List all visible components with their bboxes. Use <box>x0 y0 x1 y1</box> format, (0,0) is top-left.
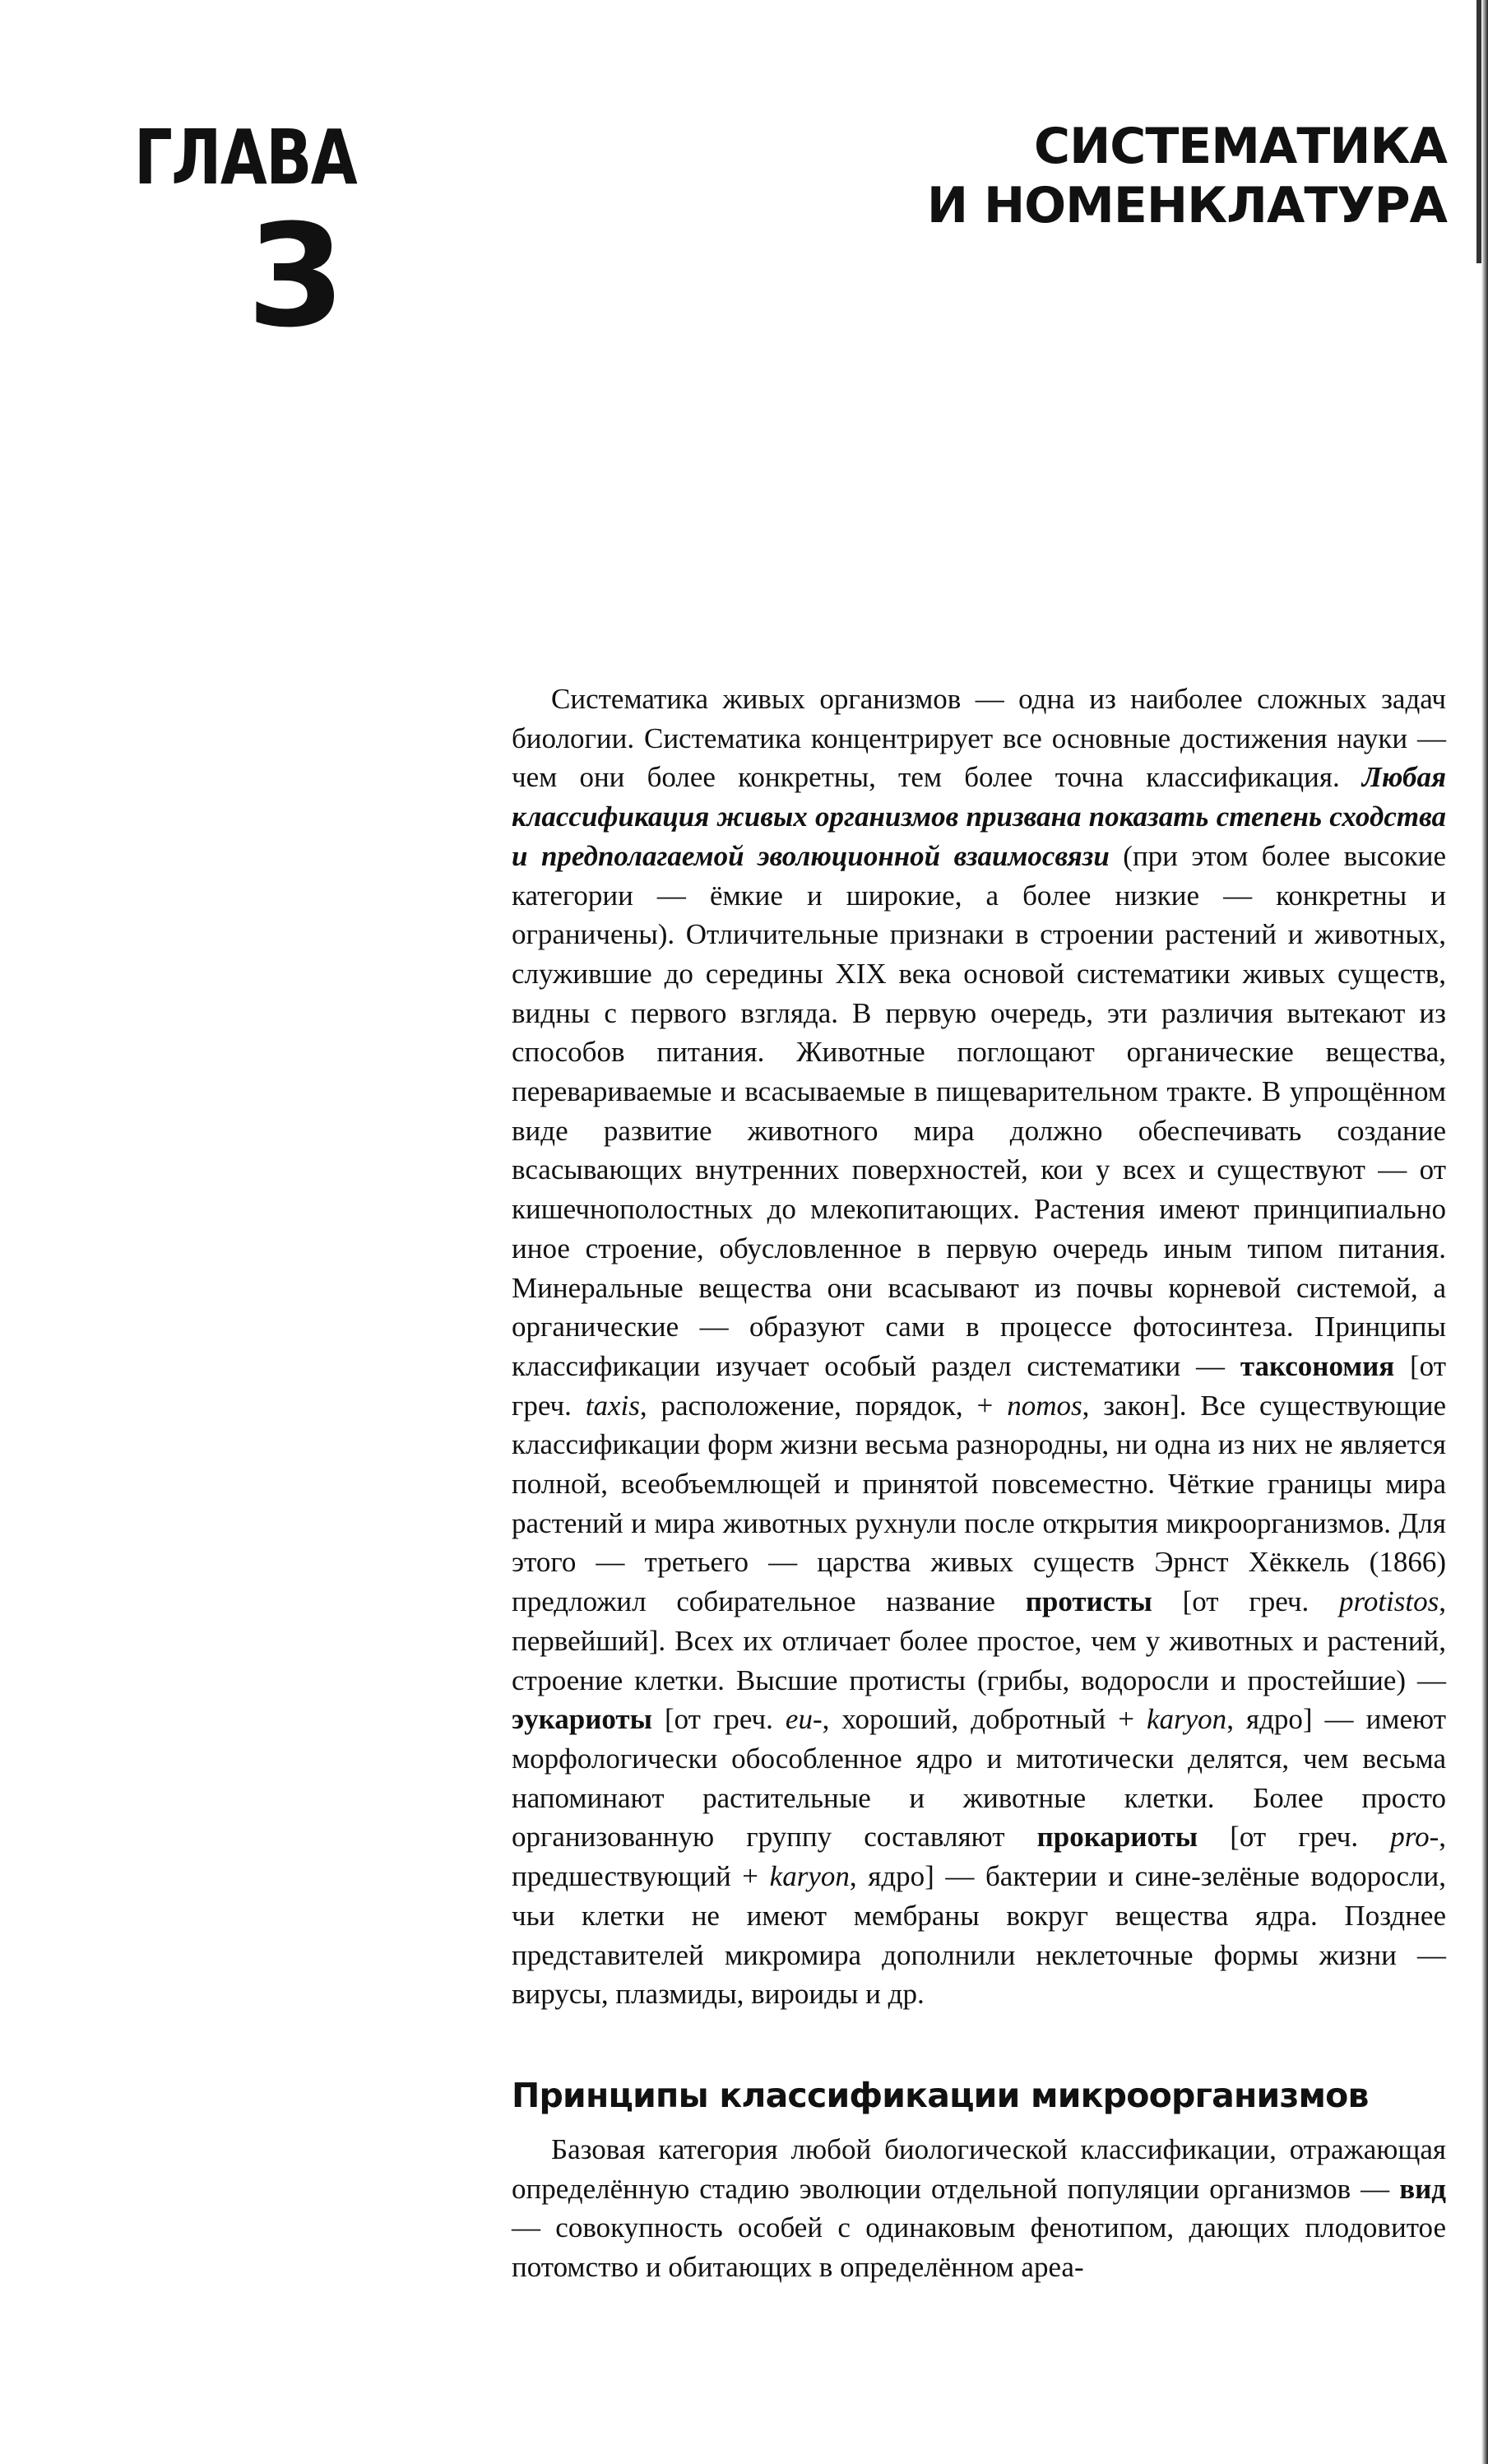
text-run: [от греч. <box>1152 1585 1339 1618</box>
latin-term: nomos <box>1007 1389 1082 1422</box>
text-run: (при этом более высокие категории — ёмкие и широкие, а более низкие — конкретны и ограничены). Отличительные признаки в строении растений и животных, служившие до середины XIX века основой систематики живых существ, видны с первого взгляда. В первую очередь, эти различия вытекают из способов питания. Животные поглощают органические вещества, перевариваемые и всасываемые в пищеварительном тракте. В упрощённом виде развитие животного мира должно обеспечивать создание всасывающих внутренних поверхностей, кои у всех и существуют — от кишечнополостных до млекопитающих. Растения имеют принципиально иное строение, обусловленное в первую очередь иным типом питания. Минеральные вещества они всасывают из почвы корневой системой, а органические — образуют сами в процессе фотосинтеза. Принципы классификации изучает особый раздел систематики — <box>512 839 1446 1382</box>
paragraph-intro <box>512 680 1446 2014</box>
text-run: Базовая категория любой биологической классификации, отражающая определённую стадию эволюции отдельной популяции организмов — <box>512 2133 1446 2205</box>
text-run: , первейший]. Всех их отличает более простое, чем у животных и растений, строение клетки. Высшие протисты (грибы, водоросли и простейшие) — <box>512 1585 1446 1696</box>
paragraph-species <box>512 2130 1446 2287</box>
text-run: [от греч. <box>1198 1821 1391 1854</box>
scan-edge <box>1481 0 1488 2464</box>
chapter-title-line1: СИСТЕМАТИКА <box>1034 118 1447 175</box>
text-run: , ядро] — бактерии и сине-зелёные водоросли, чьи клетки не имеют мембраны вокруг вещества ядра. Позднее представителей микромира дополнили неклеточные формы жизни — вирусы, плазмиды, вироиды и др. <box>512 1860 1446 2011</box>
latin-term: pro- <box>1390 1821 1439 1854</box>
latin-term: karyon <box>1146 1703 1227 1736</box>
chapter-number: 3 <box>247 193 345 359</box>
section-heading: Принципы классификации микроорганизмов <box>512 2076 1369 2115</box>
text-run: [от греч. <box>651 1703 786 1736</box>
text-run: , закон]. Все существующие классификации форм жизни весьма разнородны, ни одна из них не является полной, всеобъемлющей и принятой повсеместно. Чёткие границы мира растений и мира животных рухнули после открытия микроорганизмов. Для этого — третьего — царства живых существ Эрнст Хёккель (1866) предложил собирательное название <box>512 1389 1446 1618</box>
chapter-title <box>927 117 1447 235</box>
text-run: Систематика живых организмов — одна из наиболее сложных задач биологии. Систематика концентрирует все основные достижения науки — чем они более конкретны, тем более точна классификация. <box>512 683 1446 794</box>
text-run: — совокупность особей с одинаковым фенотипом, дающих плодовитое потомство и обитающих в определённом ареа- <box>512 2211 1446 2284</box>
chapter-label: ГЛАВА <box>134 114 357 202</box>
body-column-top <box>512 680 1446 2014</box>
latin-term: karyon <box>769 1860 850 1893</box>
chapter-title-line2: И НОМЕНКЛАТУРА <box>926 177 1447 234</box>
text-run: , предшествующий + <box>512 1821 1446 1893</box>
text-run: , расположение, порядок, + <box>639 1389 1008 1422</box>
term-protists: протисты <box>1025 1585 1152 1618</box>
term-species: вид <box>1399 2172 1446 2205</box>
emphasis-text: Любая классификация живых организмов призвана показать степень сходства и предполагаемой эволюционной взаимосвязи <box>512 761 1446 872</box>
text-run: [от греч. <box>512 1349 1446 1422</box>
text-run: , хороший, добротный + <box>822 1703 1147 1736</box>
term-taxonomy: таксономия <box>1240 1349 1395 1382</box>
latin-term: protistos <box>1339 1585 1439 1618</box>
term-prokaryotes: прокариоты <box>1036 1821 1198 1854</box>
latin-term: eu- <box>785 1703 823 1736</box>
text-run: , ядро] — имеют морфологически обособленное ядро и митотически делятся, чем весьма напоминают растительные и животные клетки. Более просто организованную группу составляют <box>512 1703 1446 1854</box>
latin-term: taxis <box>585 1389 640 1422</box>
body-column-bottom <box>512 2130 1446 2287</box>
term-eukaryotes: эукариоты <box>512 1703 652 1736</box>
